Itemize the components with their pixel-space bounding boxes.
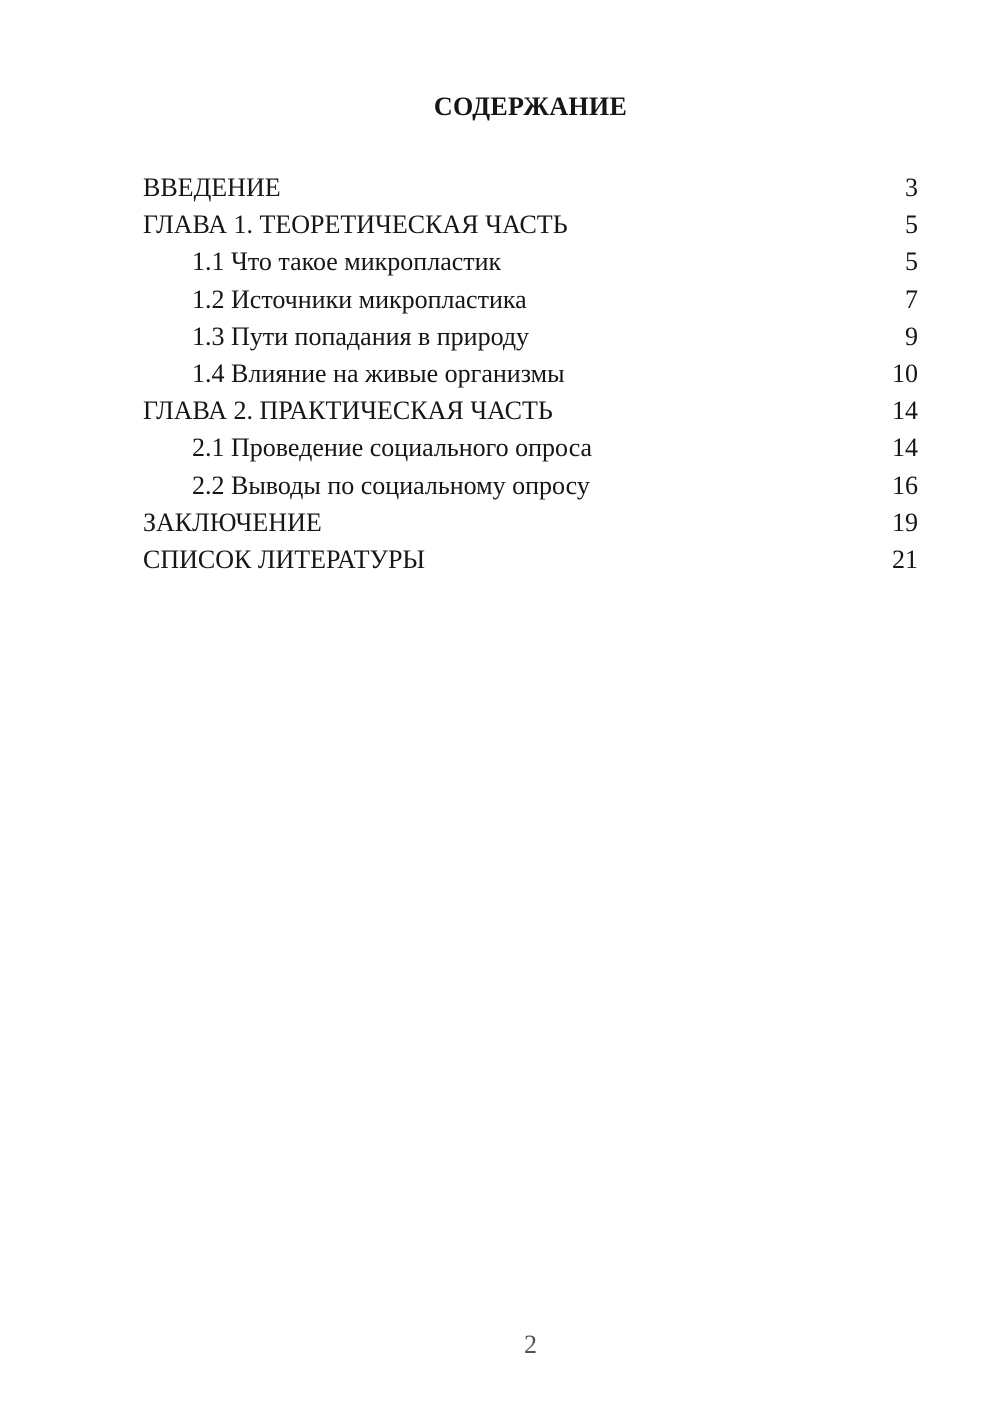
toc-row (143, 243, 918, 280)
toc-entry-page: 9 (905, 321, 918, 351)
toc-row (143, 392, 918, 429)
toc-entry-page: 5 (905, 210, 918, 240)
toc-entry-label: ЗАКЛЮЧЕНИЕ (143, 507, 322, 537)
toc-entry-page: 3 (905, 173, 918, 202)
toc-entry-label: ГЛАВА 2. ПРАКТИЧЕСКАЯ ЧАСТЬ (143, 396, 553, 426)
table-of-contents (143, 169, 918, 578)
toc-row (143, 355, 918, 392)
page-number-footer: 2 (524, 1330, 537, 1359)
toc-row (143, 467, 918, 504)
toc-entry-page: 14 (892, 433, 918, 463)
toc-entry-page: 16 (892, 470, 918, 500)
toc-row (143, 541, 918, 578)
toc-entry-label: 2.2 Выводы по социальному опросу (192, 470, 590, 500)
toc-entry-label: СПИСОК ЛИТЕРАТУРЫ (143, 545, 426, 575)
toc-row (143, 429, 918, 466)
toc-entry-page: 21 (892, 545, 918, 575)
toc-entry-label: 2.1 Проведение социального опроса (192, 433, 593, 463)
toc-row (143, 206, 918, 243)
toc-row (143, 318, 918, 355)
toc-row (143, 504, 918, 541)
toc-entry-label: ГЛАВА 1. ТЕОРЕТИЧЕСКАЯ ЧАСТЬ (143, 210, 568, 240)
toc-entry-page: 10 (892, 359, 918, 389)
toc-row (143, 169, 918, 206)
toc-entry-label: 1.4 Влияние на живые организмы (192, 359, 565, 389)
toc-row (143, 281, 918, 318)
toc-entry-page: 5 (905, 247, 918, 277)
toc-entry-page: 7 (905, 284, 918, 314)
toc-entry-page: 14 (892, 396, 918, 426)
toc-entry-label: 1.1 Что такое микропластик (192, 247, 502, 277)
toc-entry-page: 19 (892, 507, 918, 537)
toc-entry-label: 1.2 Источники микропластика (192, 284, 527, 314)
toc-entry-label: 1.3 Пути попадания в природу (192, 321, 530, 351)
toc-entry-label: ВВЕДЕНИЕ (143, 173, 281, 202)
page-title: СОДЕРЖАНИЕ (433, 92, 628, 121)
